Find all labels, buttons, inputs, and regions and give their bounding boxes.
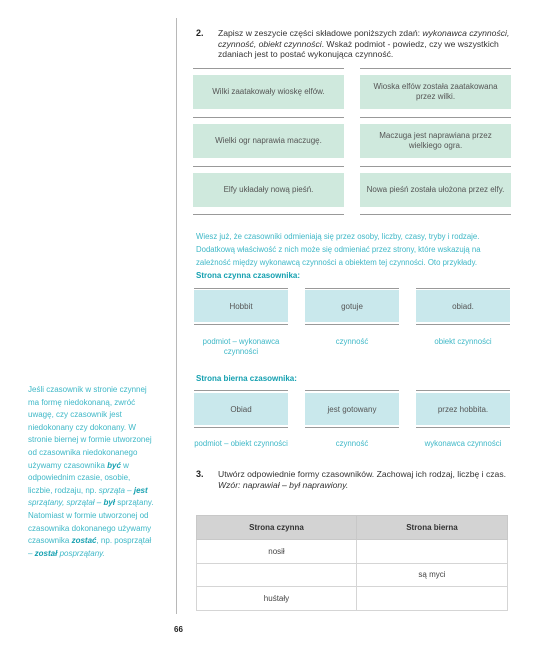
line <box>360 117 511 118</box>
table-cell: nosił <box>197 540 357 564</box>
table-cell <box>356 587 507 611</box>
line <box>305 390 399 391</box>
active-caption-object: obiekt czynności <box>434 337 492 346</box>
active-caption-subject: podmiot – wykonawca czynności <box>202 337 280 356</box>
active-caption-verb: czynność <box>335 337 369 346</box>
sidebar-note: Jeśli czasownik w stronie czynnej ma formę niedokonaną, zwróć uwagę, czy czasownik jest niedokonany czy dokonany. W stronie biernej w formie utworzonej od czasownika niedokonanego używamy czasownika być w odpowiednim czasie, osobie, liczbie, rodzaju, np. sprząta – jest sprzątany, sprzątał – był sprzątany. Natomiast w formie utworzonej od czasownika dokonanego używamy czasownika zostać, np. posprzątał – został posprzątany. <box>28 385 154 558</box>
line <box>193 166 344 167</box>
passive-caption-verb: czynność <box>335 439 369 448</box>
column-divider <box>176 18 177 614</box>
passive-box-agent: przez hobbita. <box>416 393 510 425</box>
table-row <box>197 587 508 611</box>
task-2-number: 2. <box>196 28 204 38</box>
passive-box-verb: jest gotowany <box>305 393 399 425</box>
table-header-row <box>197 516 508 540</box>
line <box>416 288 510 289</box>
info-paragraph: Wiesz już, że czasowniki odmieniają się przez osoby, liczby, czasy, tryby i rodzaje. Dodatkową właściwość z nich może się odmieniać przez strony, które wskazują na zależność między wykonawcą czynności a obiektem tej czynności. Oto przykłady. <box>196 232 481 268</box>
table-cell <box>356 540 507 564</box>
line <box>305 324 399 325</box>
passive-voice-heading: Strona bierna czasownika: <box>196 374 297 383</box>
verb-byc: być <box>107 460 121 470</box>
column-header-passive: Strona bierna <box>356 516 507 540</box>
line <box>360 68 511 69</box>
table-cell <box>197 563 357 587</box>
line <box>193 117 344 118</box>
table-cell: huśtały <box>197 587 357 611</box>
line <box>194 427 288 428</box>
line <box>416 390 510 391</box>
line <box>305 288 399 289</box>
active-box-subject: Hobbit <box>194 290 288 322</box>
line <box>193 68 344 69</box>
active-box-object: obiad. <box>416 290 510 322</box>
sentence-box-passive-2: Maczuga jest naprawiana przez wielkiego ogra. <box>360 124 511 158</box>
table-cell: są myci <box>356 563 507 587</box>
passive-caption-subject: podmiot – obiekt czynności <box>194 439 288 448</box>
sentence-box-active-1: Wilki zaatakowały wioskę elfów. <box>193 75 344 109</box>
table-row <box>197 540 508 564</box>
line <box>360 214 511 215</box>
verb-zostac: zostać <box>71 536 97 546</box>
sentence-box-passive-1: Wioska elfów została zaatakowana przez wilki. <box>360 75 511 109</box>
task-3-instruction: Utwórz odpowiednie formy czasowników. Zachowaj ich rodzaj, liczbę i czas. Wzór: naprawiał – był naprawiony. <box>218 469 507 490</box>
page-number: 66 <box>174 625 183 634</box>
line <box>194 324 288 325</box>
passive-box-subject: Obiad <box>194 393 288 425</box>
line <box>194 390 288 391</box>
line <box>194 288 288 289</box>
line <box>305 427 399 428</box>
active-box-verb: gotuje <box>305 290 399 322</box>
passive-caption-agent: wykonawca czynności <box>424 439 502 448</box>
active-voice-heading: Strona czynna czasownika: <box>196 271 301 280</box>
sentence-box-active-3: Elfy układały nową pieśń. <box>193 173 344 207</box>
sentence-box-active-2: Wielki ogr naprawia maczugę. <box>193 124 344 158</box>
line <box>193 214 344 215</box>
line <box>416 427 510 428</box>
task-3-number: 3. <box>196 469 204 479</box>
line <box>360 166 511 167</box>
table-row <box>197 563 508 587</box>
column-header-active: Strona czynna <box>197 516 357 540</box>
sentence-box-passive-3: Nowa pieśń została ułożona przez elfy. <box>360 173 511 207</box>
line <box>416 324 510 325</box>
task-2-instruction: Zapisz w zeszycie części składowe poniższych zdań: wykonawca czynności, czynność, obiekt czynności. Wskaż podmiot - powiedz, czy we wszystkich zdaniach jest to postać wykonująca czynność. <box>218 28 510 60</box>
task-3-table <box>196 515 508 611</box>
